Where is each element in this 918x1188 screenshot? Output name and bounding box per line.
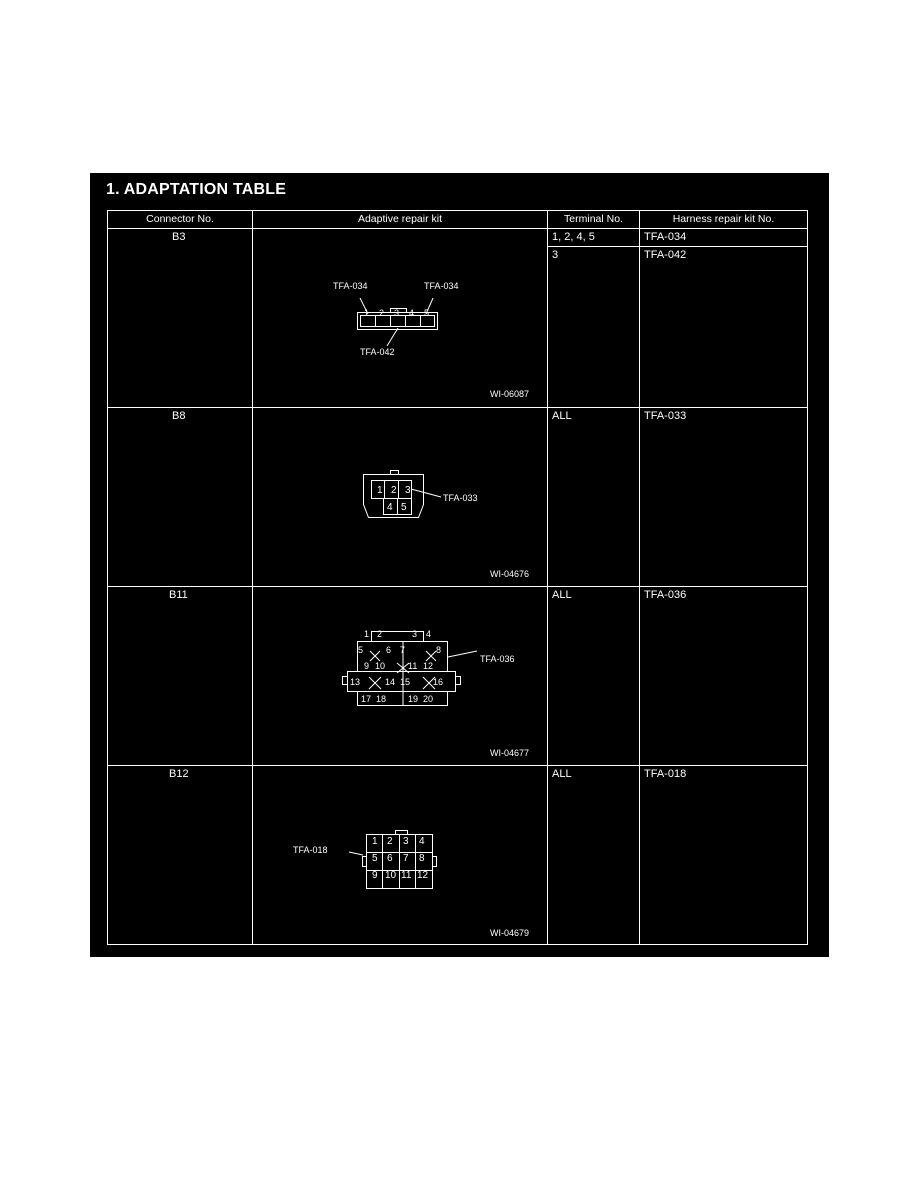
pin-label: 7 — [403, 853, 409, 864]
connector-b11: B11 — [169, 589, 188, 601]
pin-label: 9 — [372, 870, 378, 881]
pin-label: 15 — [400, 677, 411, 687]
pin-label: 5 — [401, 502, 407, 513]
harness-b3-1: TFA-034 — [644, 231, 687, 243]
terminal-b3-1: 1, 2, 4, 5 — [552, 231, 595, 243]
callout-label: TFA-042 — [360, 347, 395, 357]
pin-label: 4 — [409, 308, 415, 318]
connector-b8: B8 — [172, 410, 186, 422]
header-kit: Adaptive repair kit — [357, 213, 443, 225]
header-connector: Connector No. — [146, 213, 214, 225]
pin-label: 1 — [377, 485, 383, 496]
pin-label: 9 — [364, 661, 370, 671]
table-title: 1. ADAPTATION TABLE — [106, 181, 287, 198]
terminal-b11: ALL — [552, 589, 572, 601]
adaptation-table-panel — [90, 173, 829, 957]
pin-label: 3 — [405, 485, 411, 496]
pin-label: 20 — [423, 694, 434, 704]
terminal-b3-2: 3 — [552, 249, 559, 261]
pin-label: 3 — [403, 836, 409, 847]
pin-label: 1 — [364, 308, 370, 318]
pin-label: 6 — [387, 853, 393, 864]
pin-label: 7 — [400, 645, 406, 655]
harness-b3-2: TFA-042 — [644, 249, 687, 261]
connector-b12: B12 — [169, 768, 189, 780]
figure-id: WI-04677 — [490, 748, 530, 758]
pin-label: 8 — [436, 645, 442, 655]
pin-label: 3 — [394, 308, 400, 318]
connector-b3-figure — [253, 229, 547, 407]
pin-label: 2 — [387, 836, 393, 847]
pin-label: 10 — [375, 661, 386, 671]
pin-label: 18 — [376, 694, 387, 704]
pin-label: 4 — [419, 836, 425, 847]
header-harness: Harness repair kit No. — [672, 213, 775, 225]
pin-label: 11 — [401, 870, 412, 881]
pin-label: 3 — [412, 629, 418, 639]
pin-label: 12 — [423, 661, 434, 671]
header-terminal: Terminal No. — [564, 213, 623, 225]
pin-label: 12 — [417, 870, 429, 881]
terminal-b8: ALL — [552, 410, 572, 422]
pin-label: 19 — [408, 694, 419, 704]
callout-label: TFA-018 — [293, 845, 328, 855]
pin-label: 2 — [391, 485, 397, 496]
callout-label: TFA-033 — [443, 493, 478, 503]
pin-label: 11 — [408, 661, 418, 671]
pin-label: 2 — [377, 629, 383, 639]
callout-label: TFA-034 — [333, 281, 368, 291]
figure-id: WI-04676 — [490, 569, 530, 579]
pin-label: 14 — [385, 677, 396, 687]
pin-label: 5 — [424, 308, 430, 318]
pin-label: 4 — [426, 629, 432, 639]
harness-b11: TFA-036 — [644, 589, 687, 601]
pin-label: 17 — [361, 694, 372, 704]
terminal-b12: ALL — [552, 768, 572, 780]
figure-id: WI-04679 — [490, 928, 530, 938]
pin-label: 10 — [385, 870, 397, 881]
connector-b11-figure — [253, 587, 547, 765]
pin-label: 16 — [433, 677, 444, 687]
pin-label: 6 — [386, 645, 392, 655]
callout-label: TFA-034 — [424, 281, 459, 291]
pin-label: 5 — [372, 853, 378, 864]
pin-label: 13 — [350, 677, 361, 687]
harness-b12: TFA-018 — [644, 768, 687, 780]
connector-b8-figure — [253, 408, 547, 586]
pin-label: 4 — [387, 502, 393, 513]
pin-label: 8 — [419, 853, 425, 864]
figure-id: WI-06087 — [490, 389, 530, 399]
harness-b8: TFA-033 — [644, 410, 687, 422]
connector-b12-figure — [253, 766, 547, 944]
pin-label: 1 — [372, 836, 378, 847]
connector-b3: B3 — [172, 231, 186, 243]
pin-label: 1 — [364, 629, 370, 639]
pin-label: 2 — [379, 308, 385, 318]
callout-label: TFA-036 — [480, 654, 515, 664]
pin-label: 5 — [358, 645, 364, 655]
